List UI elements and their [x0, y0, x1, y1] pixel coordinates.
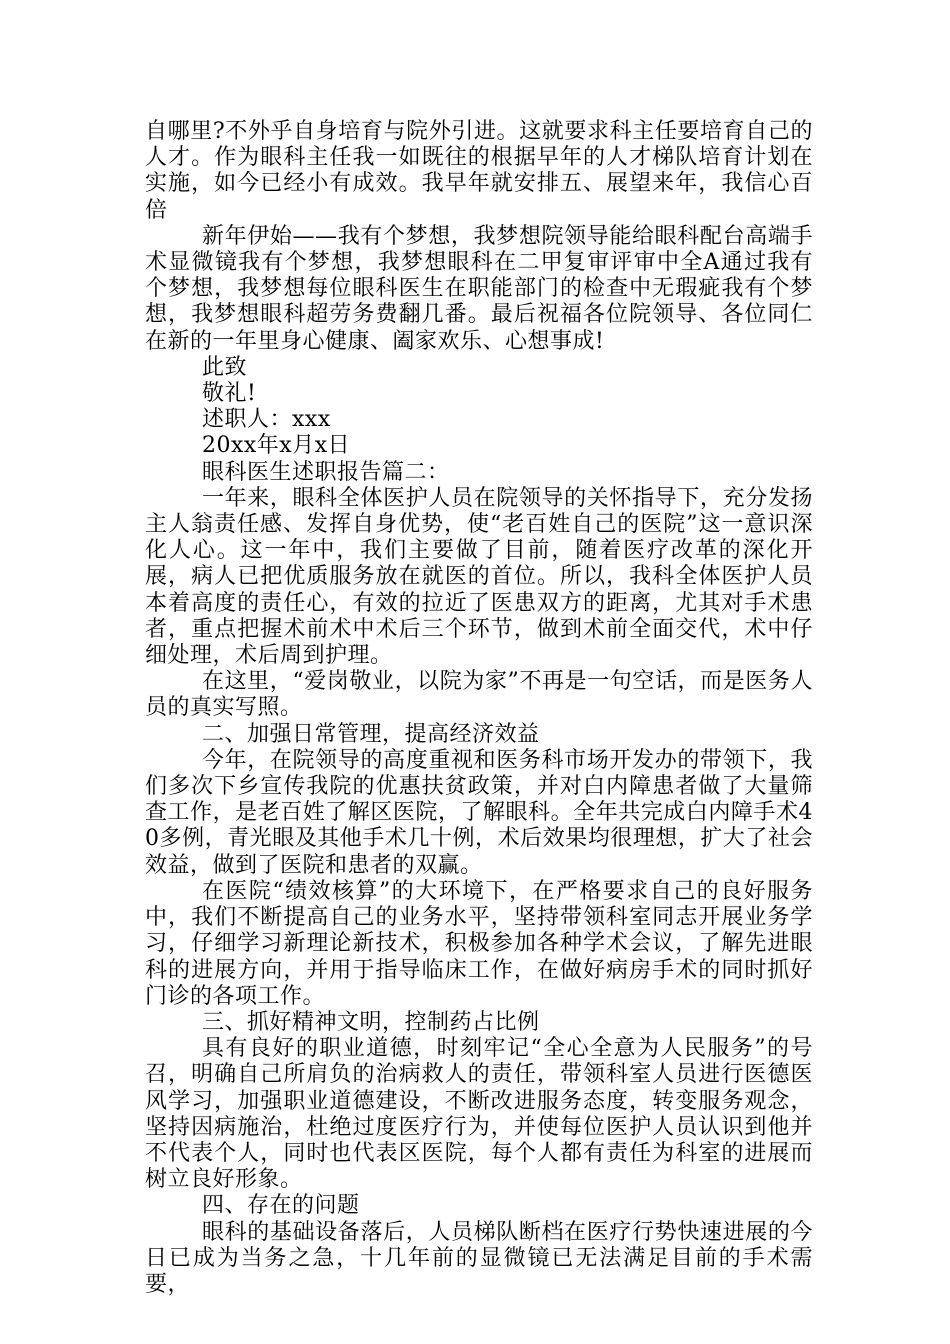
section-heading: 四、存在的问题 — [202, 1193, 360, 1219]
paragraph: 具有良好的职业道德，时刻牢记“全心全意为人民服务”的号召，明确自己所肩负的治病救人的责任，带领科室人员进行医德医风学习，加强职业道德建设，不断改进服务态度，转变服务观念，坚持因病施治，杜绝过度医疗行为，并使每位医护人员认识到他并不代表个人，同时也代表区医院，每个人都有责任为科室的进展而树立良好形象。 — [145, 1036, 813, 1193]
date-line: 20xx年x月x日 — [202, 433, 351, 459]
paragraph: 在这里，“爱岗敬业，以院为家”不再是一句空话，而是医务人员的真实写照。 — [145, 669, 813, 721]
paragraph: 自哪里?不外乎自身培育与院外引进。这就要求科主任要培育自己的人才。作为眼科主任我一如既往的根据早年的人才梯队培育计划在实施，如今已经小有成效。我早年就安排五、展望来年，我信心百倍 — [145, 119, 813, 223]
section-heading: 三、抓好精神文明，控制药占比例 — [202, 1009, 540, 1035]
paragraph: 一年来，眼科全体医护人员在院领导的关怀指导下，充分发扬主人翁责任感、发挥自身优势，使“老百姓自己的医院”这一意识深化人心。这一年中，我们主要做了目前，随着医疗改革的深化开展，病人已把优质服务放在就医的首位。所以，我科全体医护人员本着高度的责任心，有效的拉近了医患双方的距离，尤其对手术患者，重点把握术前术中术后三个环节，做到术前全面交代，术中仔细处理，术后周到护理。 — [145, 485, 813, 669]
closing-regards: 敬礼! — [202, 381, 257, 407]
signature-line: 述职人：xxx — [202, 407, 331, 433]
paragraph: 在医院“绩效核算”的大环境下，在严格要求自己的良好服务中，我们不断提高自己的业务水平，坚持带领科室同志开展业务学习，仔细学习新理论新技术，积极参加各种学术会议，了解先进眼科的进展方向，并用于指导临床工作，在做好病房手术的同时抓好门诊的各项工作。 — [145, 878, 813, 1009]
document-page — [145, 119, 813, 1298]
section-title: 眼科医生述职报告篇二： — [202, 459, 450, 485]
paragraph: 新年伊始——我有个梦想，我梦想院领导能给眼科配台高端手术显微镜我有个梦想，我梦想眼科在二甲复审评审中全A通过我有个梦想，我梦想每位眼科医生在职能部门的检查中无瑕疵我有个梦想，我梦想眼科超劳务费翻几番。最后祝福各位院领导、各位同仁在新的一年里身心健康、阖家欢乐、心想事成! — [145, 223, 813, 354]
paragraph: 眼科的基础设备落后，人员梯队断档在医疗行势快速进展的今日已成为当务之急，十几年前的显微镜已无法满足目前的手术需要， — [145, 1219, 813, 1297]
closing-salutation: 此致 — [202, 354, 248, 380]
paragraph: 今年，在院领导的高度重视和医务科市场开发办的带领下，我们多次下乡宣传我院的优惠扶贫政策，并对白内障患者做了大量筛查工作，是老百姓了解区医院，了解眼科。全年共完成白内障手术40多例，青光眼及其他手术几十例，术后效果均很理想，扩大了社会效益，做到了医院和患者的双赢。 — [145, 747, 813, 878]
section-heading: 二、加强日常管理，提高经济效益 — [202, 721, 540, 747]
